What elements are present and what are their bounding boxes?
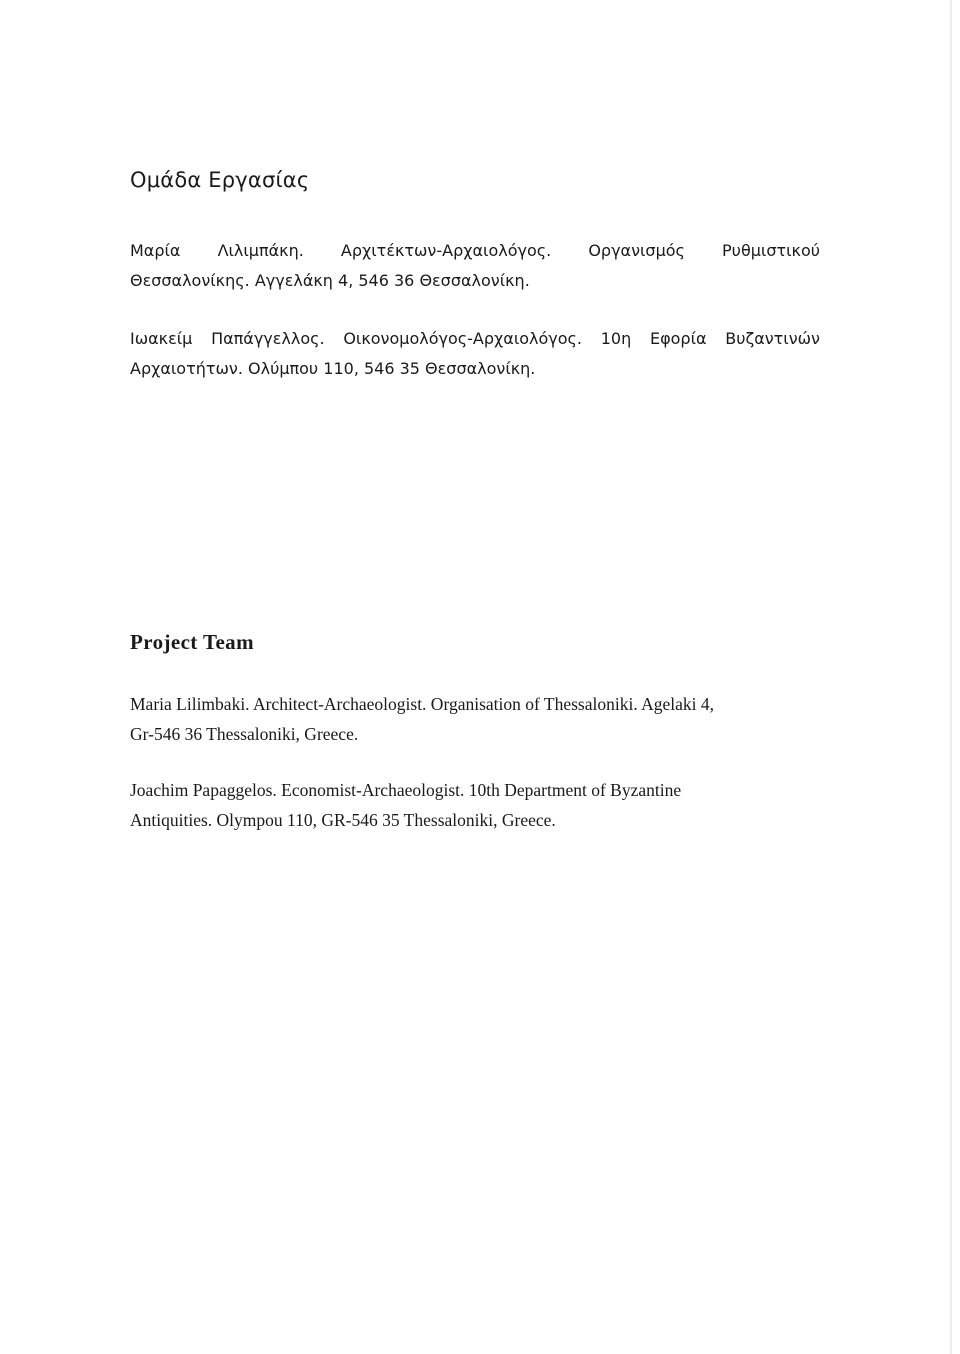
english-entry-line: Joachim Papaggelos. Economist-Archaeologist. 10th Department of Byzantine	[130, 780, 682, 800]
scan-edge-line	[950, 0, 952, 1354]
word: 10η	[600, 329, 632, 348]
greek-entry-line: Αρχαιοτήτων. Ολύμπου 110, 546 35 Θεσσαλονίκη.	[130, 359, 536, 378]
greek-entry-line: Θεσσαλονίκης. Αγγελάκη 4, 546 36 Θεσσαλονίκη.	[130, 271, 530, 290]
word: Αρχιτέκτων-Αρχαιολόγος.	[340, 241, 552, 260]
word: Οργανισμός	[588, 241, 685, 260]
greek-heading: Ομάδα Εργασίας	[130, 168, 310, 192]
greek-entry-line	[130, 324, 820, 354]
word: Βυζαντινών	[725, 329, 820, 348]
greek-entry-line	[130, 236, 820, 266]
greek-entry-lilimbaki	[130, 236, 820, 296]
word: Παπάγγελλος.	[211, 329, 325, 348]
word: Λιλιμπάκη.	[217, 241, 304, 260]
english-entry-line: Gr-546 36 Thessaloniki, Greece.	[130, 724, 359, 744]
word: Ιωακείμ	[130, 329, 193, 348]
english-entry-lilimbaki	[130, 689, 820, 749]
english-heading: Project Team	[130, 630, 254, 654]
greek-entry-papaggelos	[130, 324, 820, 384]
greek-team-section	[130, 168, 820, 412]
word: Ρυθμιστικού	[722, 241, 820, 260]
english-entry-papaggelos	[130, 775, 820, 835]
english-team-section	[130, 630, 820, 861]
word: Οικονομολόγος-Αρχαιολόγος.	[343, 329, 583, 348]
word: Εφορία	[649, 329, 707, 348]
english-entry-line: Antiquities. Olympou 110, GR-546 35 Thessaloniki, Greece.	[130, 810, 556, 830]
word: Μαρία	[130, 241, 181, 260]
english-entry-line: Maria Lilimbaki. Architect-Archaeologist. Organisation of Thessaloniki. Agelaki 4,	[130, 694, 715, 714]
